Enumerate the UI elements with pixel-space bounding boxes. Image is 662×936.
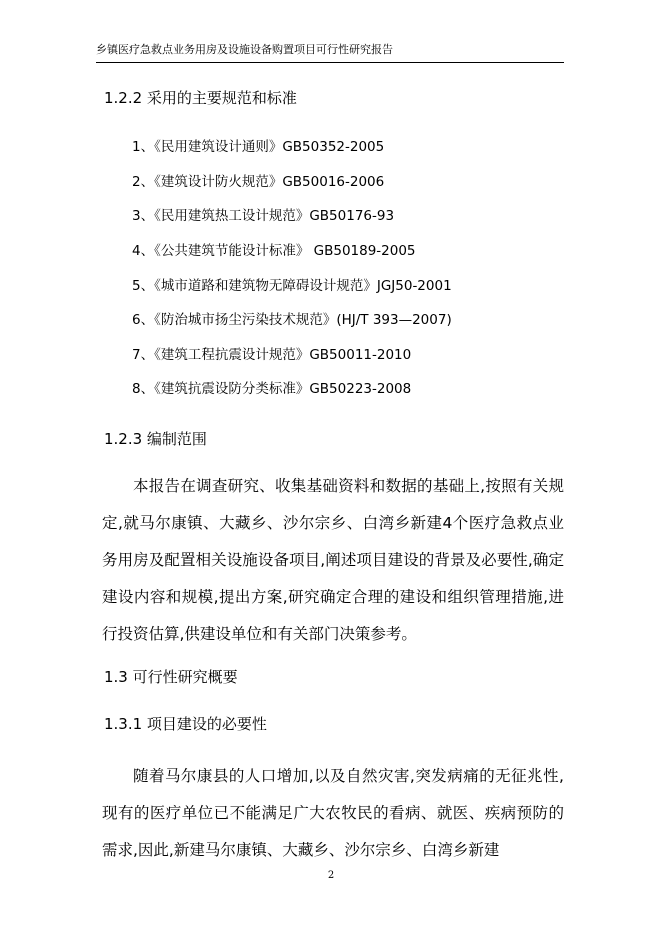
scope-paragraph: 本报告在调查研究、收集基础资料和数据的基础上,按照有关规定,就马尔康镇、大藏乡、沙尔宗乡、白湾乡新建4个医疗急救点业务用房及配置相关设施设备项目,阐述项目建设的背景及必要性,确定建设内容和规模,提出方案,研究确定合理的建设和组织管理措施,进行投资估算,供建设单位和有关部门决策参考。 [102, 477, 564, 643]
page-number: 2 [327, 870, 335, 881]
header-rule [96, 62, 564, 63]
reference-item-2: 2、《建筑设计防火规范》GB50016-2006 [132, 174, 385, 190]
necessity-paragraph: 随着马尔康县的人口增加,以及自然灾害,突发病痛的无征兆性,现有的医疗单位已不能满足广大农牧民的看病、就医、疾病预防的需求,因此,新建马尔康镇、大藏乡、沙尔宗乡、白湾乡新建 [102, 767, 564, 859]
reference-item-7: 7、《建筑工程抗震设计规范》GB50011-2010 [132, 347, 412, 363]
reference-item-1: 1、《民用建筑设计通则》GB50352-2005 [132, 139, 385, 155]
reference-item-3: 3、《民用建筑热工设计规范》GB50176-93 [132, 208, 395, 224]
reference-item-5: 5、《城市道路和建筑物无障碍设计规范》JGJ50-2001 [132, 278, 452, 294]
reference-item-8: 8、《建筑抗震设防分类标准》GB50223-2008 [132, 381, 412, 397]
section-heading-1-3: 1.3 可行性研究概要 [104, 668, 238, 686]
reference-item-4: 4、《公共建筑节能设计标准》 GB50189-2005 [132, 243, 416, 259]
running-header: 乡镇医疗急救点业务用房及设施设备购置项目可行性研究报告 [96, 43, 393, 56]
reference-item-6: 6、《防治城市扬尘污染技术规范》(HJ/T 393—2007) [132, 312, 452, 328]
section-heading-1-2-2: 1.2.2 采用的主要规范和标准 [104, 89, 297, 107]
section-heading-1-3-1: 1.3.1 项目建设的必要性 [104, 715, 267, 733]
section-heading-1-2-3: 1.2.3 编制范围 [104, 430, 207, 448]
